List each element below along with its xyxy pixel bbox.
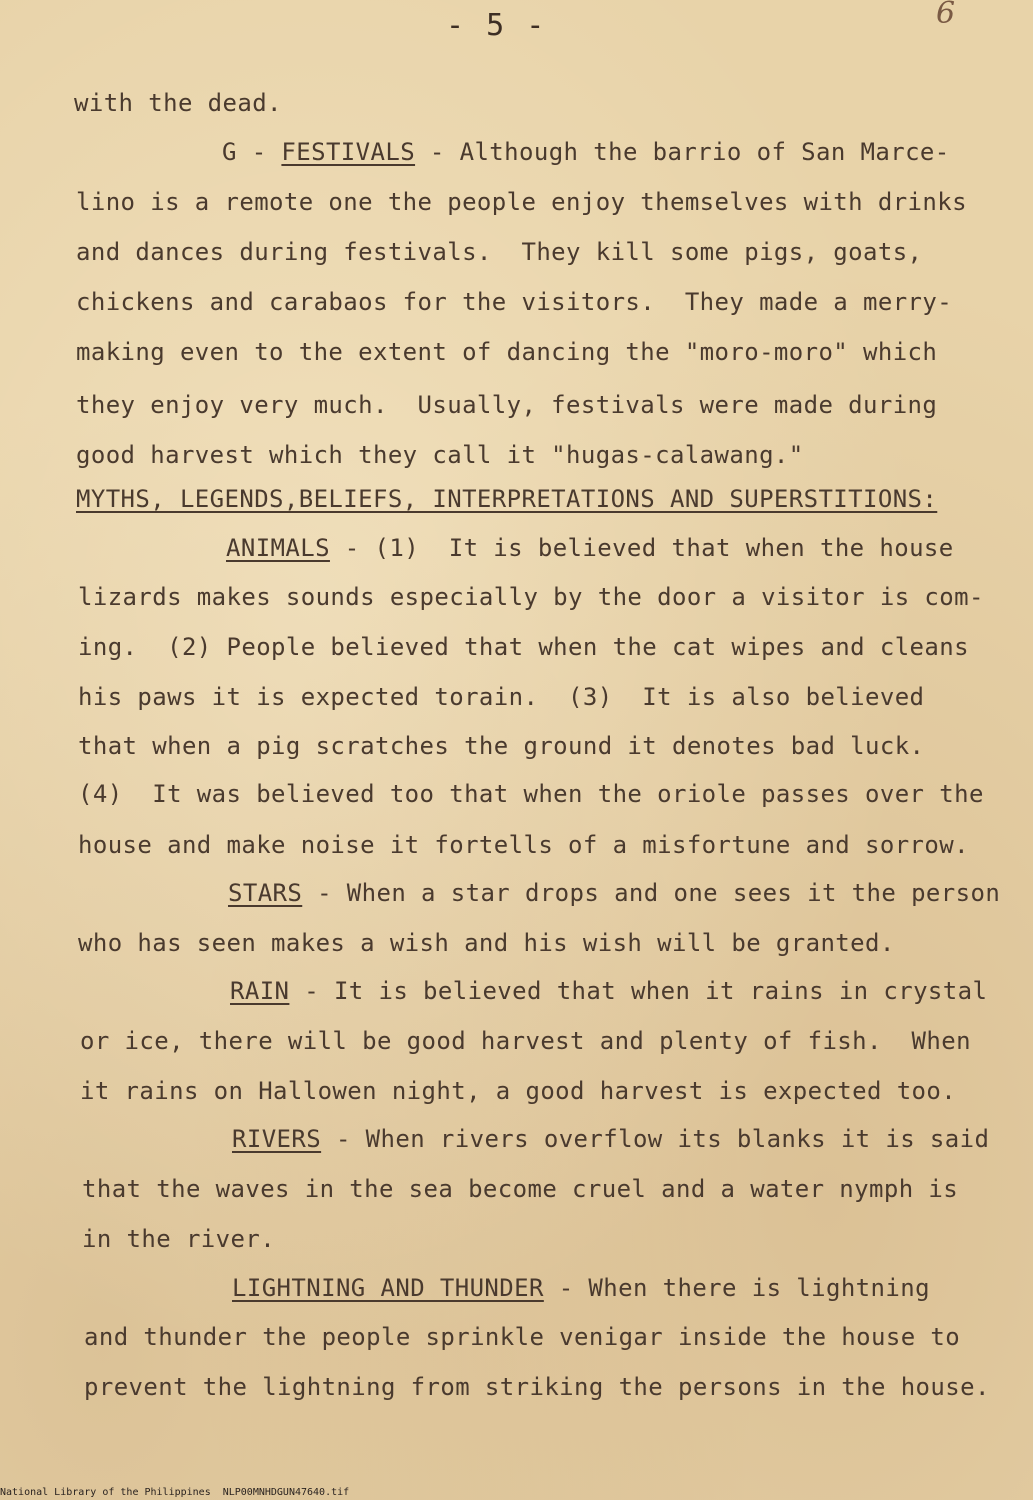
page-number: - 5 - <box>446 8 547 43</box>
rain-text: - It is believed that when it rains in crystal <box>289 977 988 1005</box>
lightning-text: - When there is lightning <box>543 1274 930 1302</box>
stars-title: STARS <box>228 879 303 907</box>
rivers-title: RIVERS <box>232 1125 322 1153</box>
text-line: house and make noise it fortells of a misfortune and sorrow. <box>78 831 969 859</box>
scan-filename: NLP00MNHDGUN47640.tif <box>222 1487 350 1498</box>
text-line: or ice, there will be good harvest and plenty of fish. When <box>80 1027 971 1055</box>
festivals-heading-line <box>222 137 950 167</box>
text-line: that when a pig scratches the ground it denotes bad luck. <box>78 732 925 760</box>
text-line: with the dead. <box>74 89 282 117</box>
stars-text: - When a star drops and one sees it the person <box>302 879 1001 907</box>
lightning-title: LIGHTNING AND THUNDER <box>232 1274 544 1302</box>
text-line: his paws it is expected torain. (3) It is also believed <box>78 683 925 711</box>
text-line: making even to the extent of dancing the "moro-moro" which <box>76 338 938 366</box>
animals-title: ANIMALS <box>226 534 330 562</box>
text-line: lino is a remote one the people enjoy themselves with drinks <box>76 188 967 216</box>
text-line: lizards makes sounds especially by the door a visitor is com- <box>78 583 984 611</box>
text-line: (4) It was believed too that when the oriole passes over the <box>78 780 984 808</box>
text-line: that the waves in the sea become cruel and a water nymph is <box>82 1175 959 1203</box>
lightning-heading-line <box>232 1273 930 1303</box>
rain-title: RAIN <box>230 977 290 1005</box>
scan-footer <box>0 1487 361 1498</box>
section-heading: MYTHS, LEGENDS,BELIEFS, INTERPRETATIONS AND SUPERSTITIONS: <box>76 485 938 513</box>
text-line: good harvest which they call it "hugas-calawang." <box>76 441 804 469</box>
festivals-title: FESTIVALS <box>281 138 416 166</box>
text-line: ing. (2) People believed that when the cat wipes and cleans <box>78 633 969 661</box>
animals-text: - (1) It is believed that when the house <box>329 534 954 562</box>
text-line: and thunder the people sprinkle venigar inside the house to <box>84 1323 961 1351</box>
text-line: prevent the lightning from striking the persons in the house. <box>84 1373 990 1401</box>
text-line: in the river. <box>82 1225 276 1253</box>
text-line: chickens and carabaos for the visitors. They made a merry- <box>76 288 953 316</box>
rivers-text: - When rivers overflow its blanks it is said <box>321 1125 990 1153</box>
stars-heading-line <box>228 878 1000 908</box>
text-line: who has seen makes a wish and his wish will be granted. <box>78 929 895 957</box>
text-line: and dances during festivals. They kill some pigs, goats, <box>76 238 923 266</box>
rain-heading-line <box>230 976 987 1006</box>
section-letter: G - <box>222 138 282 166</box>
festivals-text: - Although the barrio of San Marce- <box>415 138 950 166</box>
text-line: they enjoy very much. Usually, festivals were made during <box>76 391 938 419</box>
rivers-heading-line <box>232 1124 989 1154</box>
corner-page-mark: 6 <box>936 0 956 31</box>
animals-heading-line <box>226 533 954 563</box>
text-line: it rains on Hallowen night, a good harvest is expected too. <box>80 1077 957 1105</box>
library-name: National Library of the Philippines <box>0 1487 211 1498</box>
